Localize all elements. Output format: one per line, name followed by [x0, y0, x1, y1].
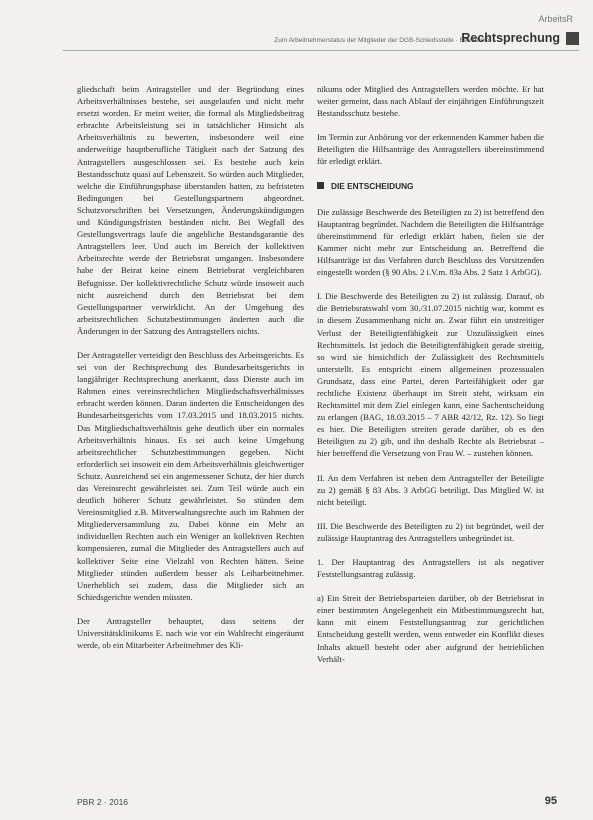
square-bullet-icon	[317, 182, 324, 189]
paragraph: gliedschaft beim Antragsteller und der Begründung eines Arbeitsverhältnisses bestehe, sei ausgelaufen und nicht mehr ersetzt worden. Er meint weiter, die formal als Mitgliedsbeitrag erbrachte Arbeitsleistung sei in tatsächlicher Hinsicht als Arbeitsverhältnis zu bewerten, insbesondere weil eine anderweitige hauptberufliche Tätigkeit nach der Satzung des Antragstellers ausgeschlossen sei. Es bestehe auch kein Bestandsschutz quasi auf Lebenszeit. So würden auch Mitglieder, welche die Einführungsphase überstanden hatten, zu befristeten Bedingungen bei Gestellungspartnern abgeordnet. Schutzvorschriften bei Versetzungen, Änderungskündigungen und Kündigungsfristen beständen nicht. Bei Wegfall des Gestellungsvertrags laufe die angebliche Bestandsgarantie des Antragstellers leer. Und auch im Bereich der kollektiven Arbeitsrechte werde der Betriebsrat umgangen. Insbesondere habe der Beirat keine einem Betriebsrat vergleichbaren Befugnisse. Der kollektivrechtliche Schutz würde insoweit auch nicht ausreichend durch den Betriebsrat bei dem Gestellungspartner verwirklicht. An der Umgehung des arbeitsrechtlichen Schutzbestimmungen änderten auch die Änderungen in der Satzung des Antragstellers nichts.	[77, 84, 304, 336]
header-title: Rechtsprechung	[461, 31, 560, 45]
paragraph: II. An dem Verfahren ist neben dem Antragsteller der Beteiligte zu 2) gemäß § 83 Abs. 3 ArbGG beteiligt. Das Mitglied W. ist nicht beteiligt.	[317, 472, 544, 507]
section-heading	[317, 180, 544, 192]
section-heading-text: DIE ENTSCHEIDUNG	[331, 180, 414, 191]
left-column	[77, 83, 304, 663]
right-column	[317, 83, 544, 677]
header-subtitle: Zum Arbeitnehmerstatus der Mitglieder der DGB-Schiedsstelle · Betriebsrat	[274, 37, 491, 44]
paragraph: Im Termin zur Anhörung vor der erkennenden Kammer haben die Beteiligten die Hilfsanträge des Antragstellers übereinstimmend für erledigt erklärt.	[317, 132, 544, 167]
journal-issue: PBR 2 · 2016	[77, 797, 129, 807]
paragraph: III. Die Beschwerde des Beteiligten zu 2) ist begründet, weil der zulässige Hauptantrag des Antragstellers unbegründet ist.	[317, 520, 544, 543]
paragraph: Die zulässige Beschwerde des Beteiligten zu 2) ist betreffend den Hauptantrag begründet. Nachdem die Beteiligten die Hilfsanträge übereinstimmend für erledigt erklärt haben, fielen sie der Kammer nicht mehr zur Entscheidung an. Betreffend die Hilfsanträge ist das Verfahren durch Beschluss des Vorsitzenden eingestellt worden (§ 90 Abs. 2 i.V.m. 83a Abs. 2 Satz 1 ArbGG).	[317, 206, 544, 278]
header-square-icon	[566, 32, 579, 45]
header-rule	[63, 50, 579, 51]
section-corner-label: ArbeitsR	[538, 14, 573, 24]
paragraph: nikums oder Mitglied des Antragstellers werden möchte. Er hat weiter gemeint, dass nach Ablauf der einjährigen Einführungszeit Bestandsschutz bestehe.	[317, 84, 544, 119]
paragraph: Der Antragsteller verteidigt den Beschluss des Arbeitsgerichts. Es sei von der Rechtsprechung des Bundesarbeitsgerichts in langjähriger Rechtsprechung anerkannt, dass Dienste auch im Rahmen eines vereinsrechtlichen Mitgliedschaftsverhältnisses erbracht werden können. Daran änderten die Entscheidungen des Bundesarbeitsgerichts vom 17.03.2015 und 18.03.2015 nichts. Das Mitgliedschaftsverhältnis gehe deutlich über ein normales Arbeitsverhältnis hinaus. Es sei auch keine Umgehung arbeitsrechtlicher Schutzbestimmungen gegeben. Nicht erforderlich sei insoweit ein dem Arbeitsverhältnis gleichwertiger Schutz. Ausreichend sei ein angemessener Schutz, der hier durch das Vereinsrecht gewährleistet sei. Zum Teil würde auch ein deutlich höherer Schutz gewährleistet. So stünden dem Vereinsmitglied z.B. Mitverwaltungsrechte auch im Rahmen der Mitgliederversammlung zu. Dabei könne ein Mehr an individuellen Rechten auch ein Weniger an kollektiven Rechten kompensieren, zumal die Mitglieder des Antragstellers auch auf kollektiver Seite eine Vielzahl von Rechten hätten. Seine Mitglieder stünden außerdem besser als Leiharbeitnehmer. Unerheblich sei zudem, dass die Mitglieder sich an Schiedsgerichte wenden müssten.	[77, 349, 304, 602]
paragraph: I. Die Beschwerde des Beteiligten zu 2) ist zulässig. Darauf, ob die Betriebsratswahl vom 30./31.07.2015 nichtig war, kommt es in diesem Zusammenhang nicht an. Zwar führt ein unstreitiger Verlust der Beteiligtenfähigkeit zur Unzulässigkeit eines Rechtsmittels. Ist jedoch die Beteiligtenfähigkeit gerade streitig, so wird sie hinsichtlich der Zulässigkeit des Rechtsmittels unterstellt. Es entspricht einem allgemeinen prozessualen Grundsatz, dass eine Partei, deren Parteifähigkeit oder gar rechtliche Existenz überhaupt im Streit steht, wirksam ein Rechtsmittel mit dem Ziel einlegen kann, eine Sachentscheidung zu erlangen (BAG, 18.03.2015 – 7 ABR 42/12, Rz. 12). So liegt es hier. Die Beteiligten streiten gerade darüber, ob es den Beteiligten zu 2) gib, und ihn deshalb Rechte als Betriebsrat – hier betreffend die Versetzung von Frau W. – zustehen können.	[317, 291, 544, 459]
paragraph: a) Ein Streit der Betriebsparteien darüber, ob der Betriebsrat in einer bestimmten Angelegenheit ein Mitbestimmungsrecht hat, kann mit einem Feststellungsantrag zur gerichtlichen Entscheidung gestellt werden, wenn entweder ein Konflikt dieses Inhalts aktuell besteht oder aber aufgrund der betrieblichen Verhält-	[317, 593, 544, 664]
paragraph: 1. Der Hauptantrag des Antragstellers ist als negativer Feststellungsantrag zulässig.	[317, 557, 544, 580]
page-header	[0, 28, 593, 48]
page-number: 95	[544, 795, 557, 807]
paragraph: Der Antragsteller behauptet, dass seitens der Universitätsklinikums E. nach wie vor ein Wahlrecht eingeräumt werde, ob ein Mitarbeiter Arbeitnehmer des Kli-	[77, 615, 304, 651]
